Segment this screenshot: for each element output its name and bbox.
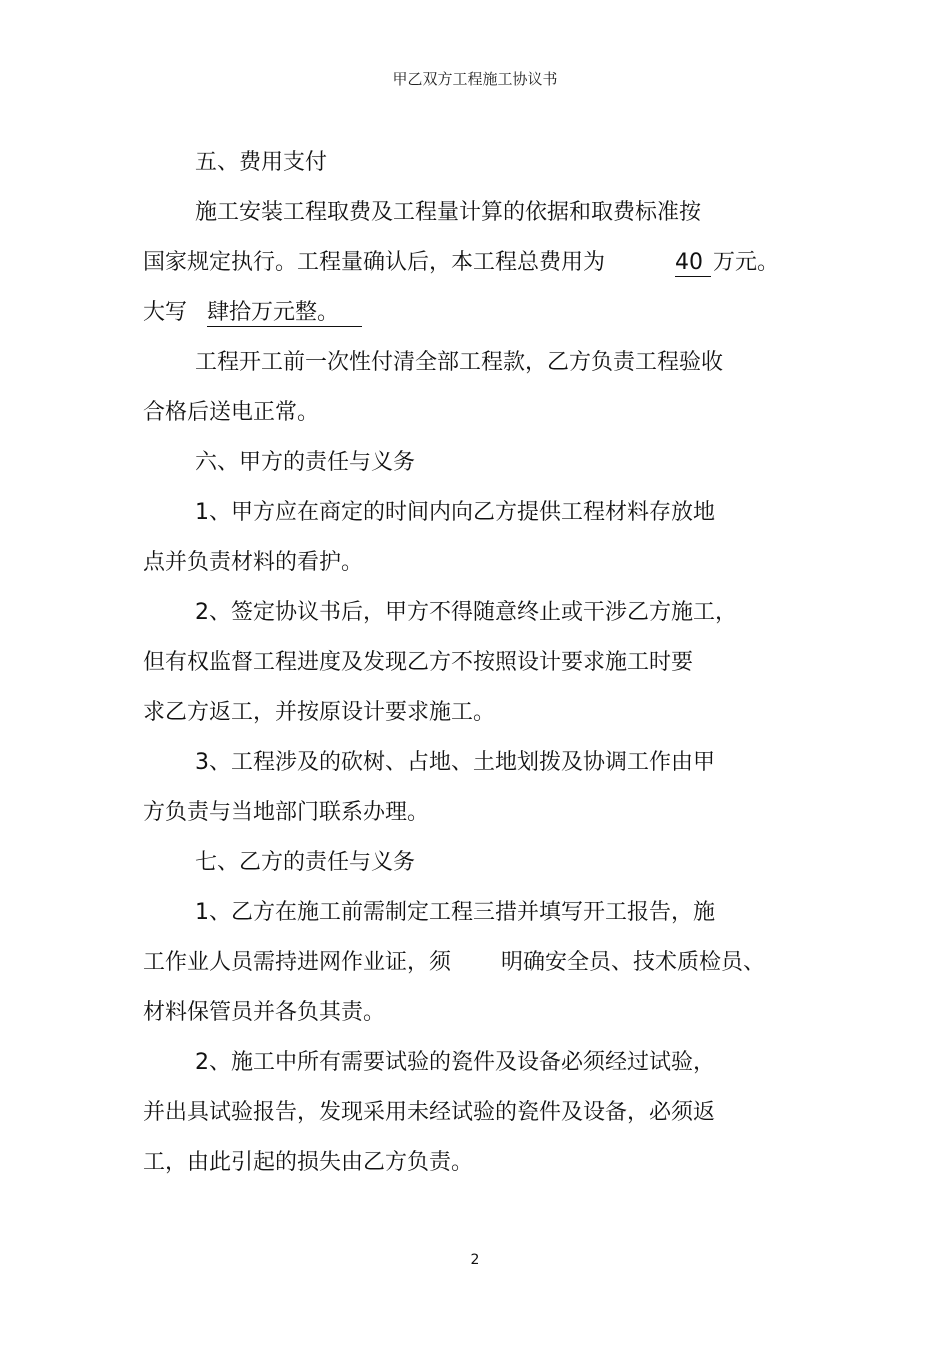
paragraph-line: 1、乙方在施工前需制定工程三措并填写开工报告，施: [195, 900, 715, 925]
amount-unit: 万元。: [713, 250, 780, 275]
paragraph-line: 2、签定协议书后，甲方不得随意终止或干涉乙方施工，: [195, 600, 737, 625]
paragraph-text: 国家规定执行。工程量确认后，本工程总费用为: [143, 250, 606, 275]
section-heading-party-a-duties: 六、甲方的责任与义务: [195, 450, 416, 475]
document-header: 甲乙双方工程施工协议书: [392, 70, 558, 88]
paragraph-line: 并出具试验报告，发现采用未经试验的瓷件及设备，必须返: [143, 1100, 716, 1125]
paragraph-line: 求乙方返工，并按原设计要求施工。: [143, 700, 496, 725]
paragraph-line: [143, 248, 779, 278]
total-amount-field: 40: [675, 250, 711, 277]
paragraph-line: 工程开工前一次性付清全部工程款，乙方负责工程验收: [195, 350, 724, 375]
paragraph-line: 材料保管员并各负其责。: [143, 1000, 386, 1025]
paragraph-text: 明确安全员、技术质检员、: [501, 950, 766, 975]
page-number: 2: [470, 1252, 480, 1268]
paragraph-line: 1、甲方应在商定的时间内向乙方提供工程材料存放地: [195, 500, 715, 525]
capital-label: 大写: [143, 300, 188, 325]
paragraph-line: [143, 948, 765, 978]
paragraph-text: 工作业人员需持进网作业证，须: [143, 950, 452, 975]
paragraph-line: 2、施工中所有需要试验的瓷件及设备必须经过试验，: [195, 1050, 715, 1075]
paragraph-line: 合格后送电正常。: [143, 400, 320, 425]
paragraph-line: 施工安装工程取费及工程量计算的依据和取费标准按: [195, 200, 702, 225]
paragraph-line: 点并负责材料的看护。: [143, 550, 364, 575]
paragraph-line: 但有权监督工程进度及发现乙方不按照设计要求施工时要: [143, 650, 694, 675]
paragraph-line: 工，由此引起的损失由乙方负责。: [143, 1150, 474, 1175]
section-heading-party-b-duties: 七、乙方的责任与义务: [195, 850, 416, 875]
capital-amount-field: 肆拾万元整。: [207, 300, 362, 327]
paragraph-line: 方负责与当地部门联系办理。: [143, 800, 430, 825]
paragraph-line: 3、工程涉及的砍树、占地、土地划拨及协调工作由甲: [195, 750, 715, 775]
section-heading-fee-payment: 五、费用支付: [195, 150, 328, 175]
paragraph-line: [143, 298, 362, 328]
